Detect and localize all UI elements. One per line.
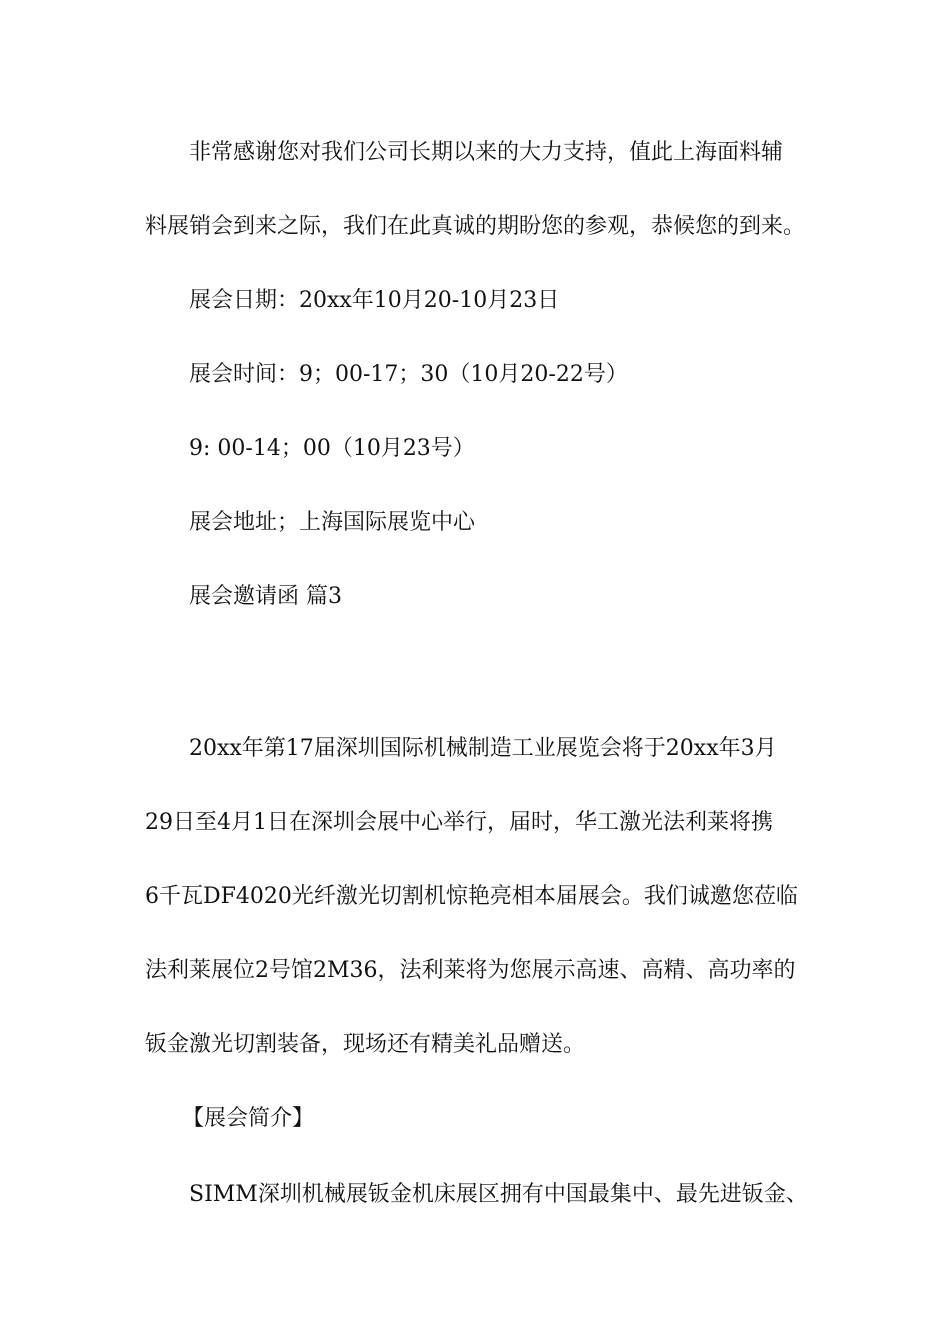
section-heading: 展会邀请函 篇3 [189, 584, 342, 609]
paragraph-3-line-1: SIMM深圳机械展钣金机床展区拥有中国最集中、最先进钣金、 [189, 1182, 808, 1207]
intro-heading: 【展会简介】 [182, 1106, 315, 1131]
paragraph-2-line-4: 法利莱展位2号馆2M36，法利莱将为您展示高速、高精、高功率的 [145, 958, 796, 983]
paragraph-2-line-2: 29日至4月1日在深圳会展中心举行，届时，华工激光法利莱将携 [145, 810, 773, 835]
exhibition-time: 展会时间：9；00-17；30（10月20-22号） [189, 362, 628, 387]
exhibition-date: 展会日期：20xx年10月20-10月23日 [189, 288, 560, 313]
paragraph-2-line-1: 20xx年第17届深圳国际机械制造工业展览会将于20xx年3月 [189, 736, 777, 761]
exhibition-address: 展会地址；上海国际展览中心 [189, 510, 476, 535]
paragraph-1-line-1: 非常感谢您对我们公司长期以来的大力支持，值此上海面料辅 [189, 140, 784, 165]
paragraph-2-line-5: 钣金激光切割装备，现场还有精美礼品赠送。 [145, 1032, 586, 1057]
paragraph-2-line-3: 6千瓦DF4020光纤激光切割机惊艳亮相本届展会。我们诚邀您莅临 [145, 884, 798, 909]
paragraph-1-line-2: 料展销会到来之际，我们在此真诚的期盼您的参观，恭候您的到来。 [145, 214, 806, 239]
exhibition-time-last-day: 9: 00-14；00（10月23号） [189, 436, 475, 461]
